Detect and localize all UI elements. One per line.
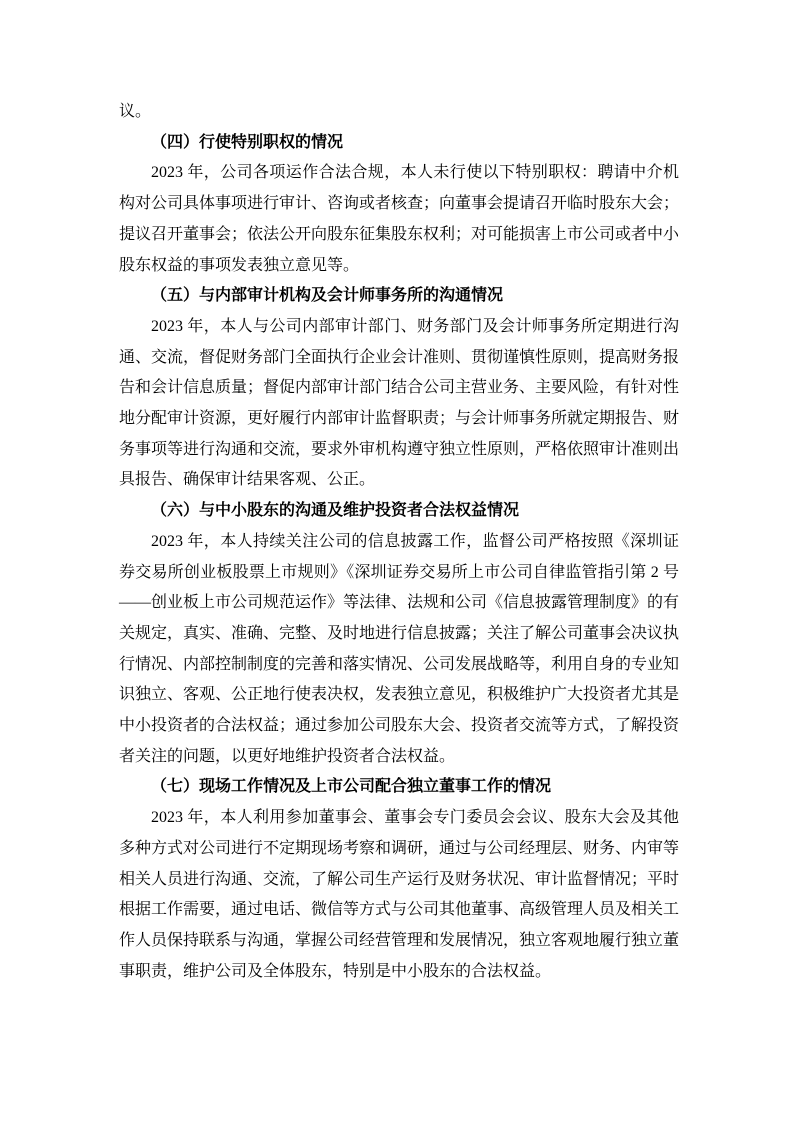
paragraph-special-powers: 2023 年，公司各项运作合法合规，本人未行使以下特别职权：聘请中介机构对公司具体事项进行审计、咨询或者核查；向董事会提请召开临时股东大会；提议召开董事会；依法公开向股东征集股东权利；对可能损害上市公司或者中小股东权益的事项发表独立意见等。	[119, 164, 680, 274]
section-heading-4: （四）行使特别职权的情况	[151, 133, 344, 151]
section-heading-7: （七）现场工作情况及上市公司配合独立董事工作的情况	[151, 778, 552, 796]
section-heading-5: （五）与内部审计机构及会计师事务所的沟通情况	[151, 287, 504, 305]
paragraph-onsite-work: 2023 年，本人利用参加董事会、董事会专门委员会会议、股东大会及其他多种方式对公司进行不定期现场考察和调研，通过与公司经理层、财务、内审等相关人员进行沟通、交流，了解公司生产运行及财务状况、审计监督情况；平时根据工作需要，通过电话、微信等方式与公司其他董事、高级管理人员及相关工作人员保持联系与沟通，掌握公司经营管理和发展情况，独立客观地履行独立董事职责，维护公司及全体股东，特别是中小股东的合法权益。	[119, 809, 680, 980]
paragraph-minority-shareholders: 2023 年，本人持续关注公司的信息披露工作，监督公司严格按照《深圳证券交易所创业板股票上市规则》《深圳证券交易所上市公司自律监管指引第 2 号——创业板上市公司规范运作》等法律、法规和公司《信息披露管理制度》的有关规定，真实、准确、完整、及时地进行信息披露；关注了解公司董事会决议执行情况、内部控制制度的完善和落实情况、公司发展战略等，利用自身的专业知识独立、客观、公正地行使表决权，发表独立意见，积极维护广大投资者尤其是中小投资者的合法权益；通过参加公司股东大会、投资者交流等方式，了解投资者关注的问题，以更好地维护投资者合法权益。	[119, 532, 680, 765]
document-body	[119, 97, 679, 987]
section-heading-6: （六）与中小股东的沟通及维护投资者合法权益情况	[151, 502, 520, 520]
paragraph-audit-communication: 2023 年，本人与公司内部审计部门、财务部门及会计师事务所定期进行沟通、交流，督促财务部门全面执行企业会计准则、贯彻谨慎性原则，提高财务报告和会计信息质量；督促内部审计部门结合公司主营业务、主要风险，有针对性地分配审计资源，更好履行内部审计监督职责；与会计师事务所就定期报告、财务事项等进行沟通和交流，要求外审机构遵守独立性原则，严格依照审计准则出具报告、确保审计结果客观、公正。	[119, 317, 680, 489]
paragraph-continuation: 议。	[119, 103, 152, 120]
